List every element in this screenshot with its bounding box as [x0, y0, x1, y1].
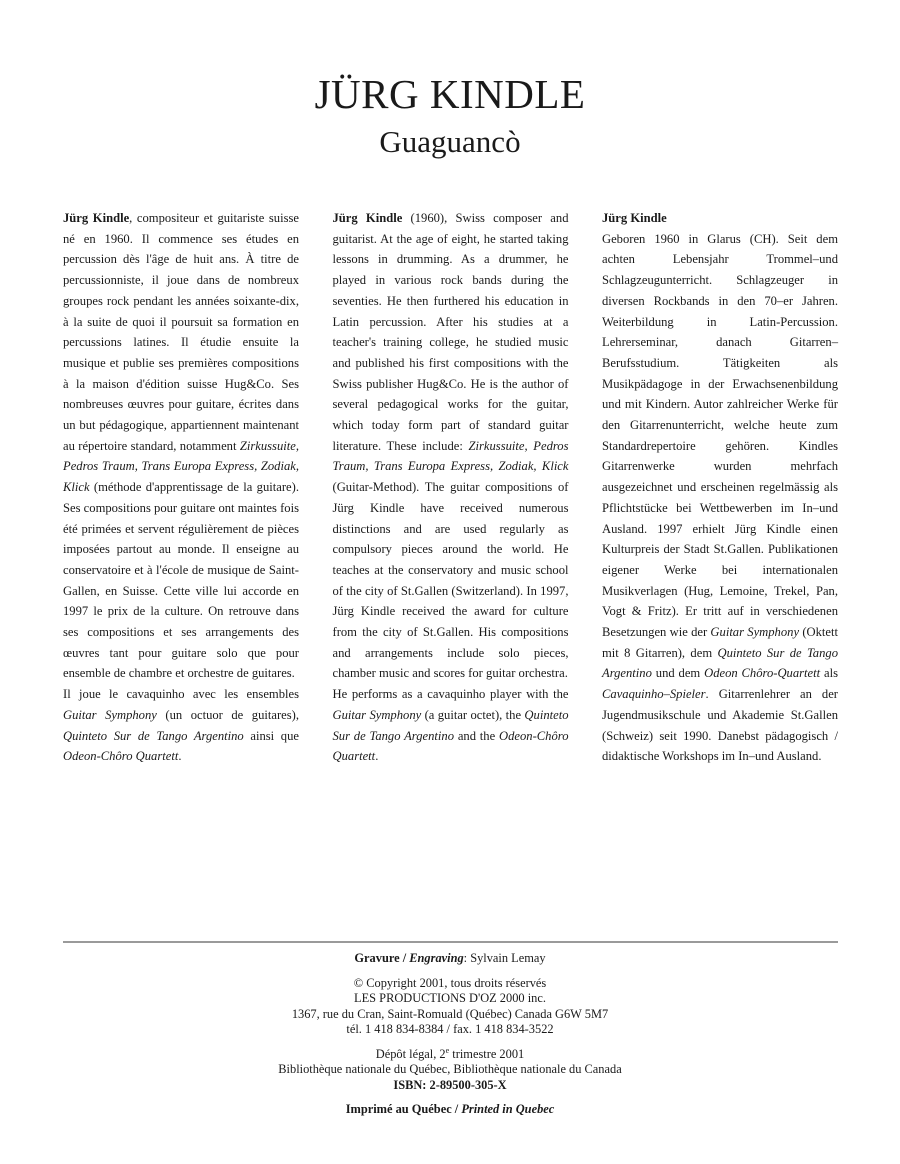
legal-deposit: Dépôt légal, 2e trimestre 2001 [375, 1045, 525, 1061]
bio-german-name: Jürg Kindle [602, 211, 667, 225]
bio-english-paragraph-1: Jürg Kindle (1960), Swiss composer and guitarist. At the age of eight, he started taking lessons in drumming. As a drummer, he played in various rock bands during the seventies. He then furthered his education in Latin percussion. After his studies at a teacher's training college, he studied music and published his first compositions with the Swiss publisher Hug&Co. He is the author of several pedagogical works for the guitar, which today form part of standard guitar literature. These include: Zirkussuite, Pedros Traum, Trans Europa Express, Zodiak, Klick (Guitar-Method). The guitar compositions of Jürg Kindle have received numerous distinctions and are used regularly as compulsory pieces around the world. He teaches at the conservatory and music school of the city of St.Gallen (Switzerland). In 1997, Jürg Kindle received the award for culture from the city of St.Gallen. His compositions and arrangements include solo pieces, chamber music and scores for guitar orchestra. [332, 211, 569, 681]
printed-in: Imprimé au Québec / Printed in Quebec [345, 1102, 555, 1116]
piece-title: Guaguancò [379, 124, 521, 159]
libraries-line: Bibliothèque nationale du Québec, Bibliothèque nationale du Canada [278, 1062, 622, 1076]
publication-credits [0, 951, 900, 1118]
composer-name: JÜRG KINDLE [314, 71, 586, 117]
bio-french-paragraph-1: Jürg Kindle, compositeur et guitariste suisse né en 1960. Il commence ses études en percussion dès l'âge de huit ans. À titre de percussionniste, il joue dans de nombreux groupes rock pendant les années soixante-dix, à la suite de quoi il poursuit sa formation en percussions latines. Il étudie ensuite la musique et publie ses premières compositions à la maison d'édition suisse Hug&Co. Ses nombreuses œuvres pour guitare, écrites dans un but pédagogique, appartiennent maintenant au répertoire standard, notamment Zirkussuite, Pedros Traum, Trans Europa Express, Zodiak, Klick (méthode d'apprentissage de la guitare). Ses compositions pour guitare ont maintes fois été primées et servent régulièrement de pièces imposées partout au monde. Il enseigne au conservatoire et à l'école de musique de Saint-Gallen, en Suisse. Cette ville lui accorde en 1997 le prix de la culture. On retrouve dans ses compositions et ses arrangements des œuvres tant pour guitare solo que pour ensemble de chambre et orchestre de guitares. [63, 211, 299, 681]
copyright-line: © Copyright 2001, tous droits réservés [353, 975, 547, 990]
bio-german-name-line [602, 208, 838, 229]
bio-french [63, 208, 299, 767]
divider-rule [63, 941, 838, 943]
bio-german [602, 208, 838, 767]
bio-english-paragraph-2: He performs as a cavaquinho player with the Guitar Symphony (a guitar octet), the Quinteto Sur de Tango Argentino and the Odeon-Chôro Quartett. [332, 687, 569, 764]
bio-english [333, 208, 569, 767]
publisher-name: LES PRODUCTIONS D'OZ 2000 inc. [354, 991, 546, 1005]
engraving-credit: Gravure / Engraving: Sylvain Lemay [354, 951, 546, 965]
bio-german-paragraph-1: Geboren 1960 in Glarus (CH). Seit dem achten Lebensjahr Trommel–und Schlagzeugunterricht. Schlagzeuger in diversen Rockbands in den 70–er Jahren. Weiterbildung in Latin-Percussion. Lehrerseminar, danach Gitarren–Berufsstudium. Tätigkeiten als Musikpädagoge in der Erwachsenenbildung und mit Kindern. Autor zahlreicher Werke für den Gitarrenunterricht, welche heute zum Standardrepertoire gehören. Kindles Gitarrenwerke wurden mehrfach ausgezeichnet und erscheinen regelmässig als Pflichtstücke bei Wettbewerben im In–und Ausland. 1997 erhielt Jürg Kindle einen Kulturpreis der Stadt St.Gallen. Publikationen eigener Werke bei internationalen Musikverlagen (Hug, Lemoine, Trekel, Pan, Vogt & Fritz). Er tritt auf in verschiedenen Besetzungen wie der Guitar Symphony (Oktett mit 8 Gitarren), dem Quinteto Sur de Tango Argentino und dem Odeon Chôro-Quartett als Cavaquinho–Spieler. Gitarrenlehrer an der Jugendmusikschule und Akademie St.Gallen (Schweiz) seit 1990. Danebst pädagogisch / didaktische Workshops im In–und Ausland. [602, 231, 838, 764]
bio-french-name: Jürg Kindle [63, 211, 130, 225]
biography-columns [63, 208, 838, 767]
bio-french-works: Zirkussuite, Pedros Traum, Trans Europa Express, Zodiak, Klick [63, 438, 299, 495]
bio-french-paragraph-2: Il joue le cavaquinho avec les ensembles Guitar Symphony (un octuor de guitares), Quinteto Sur de Tango Argentino ainsi que Odeon-Chôro Quartett. [63, 687, 299, 764]
publisher-address: 1367, rue du Cran, Saint-Romuald (Québec) Canada G6W 5M7 [291, 1006, 609, 1021]
bio-english-name: Jürg Kindle [332, 211, 403, 225]
title-block [0, 68, 900, 162]
bio-english-works: Zirkussuite, Pedros Traum, Trans Europa Express, Zodiak, Klick [332, 438, 569, 474]
isbn: ISBN: 2-89500-305-X [393, 1077, 507, 1092]
publisher-phone: tél. 1 418 834-8384 / fax. 1 418 834-3522 [346, 1022, 554, 1036]
